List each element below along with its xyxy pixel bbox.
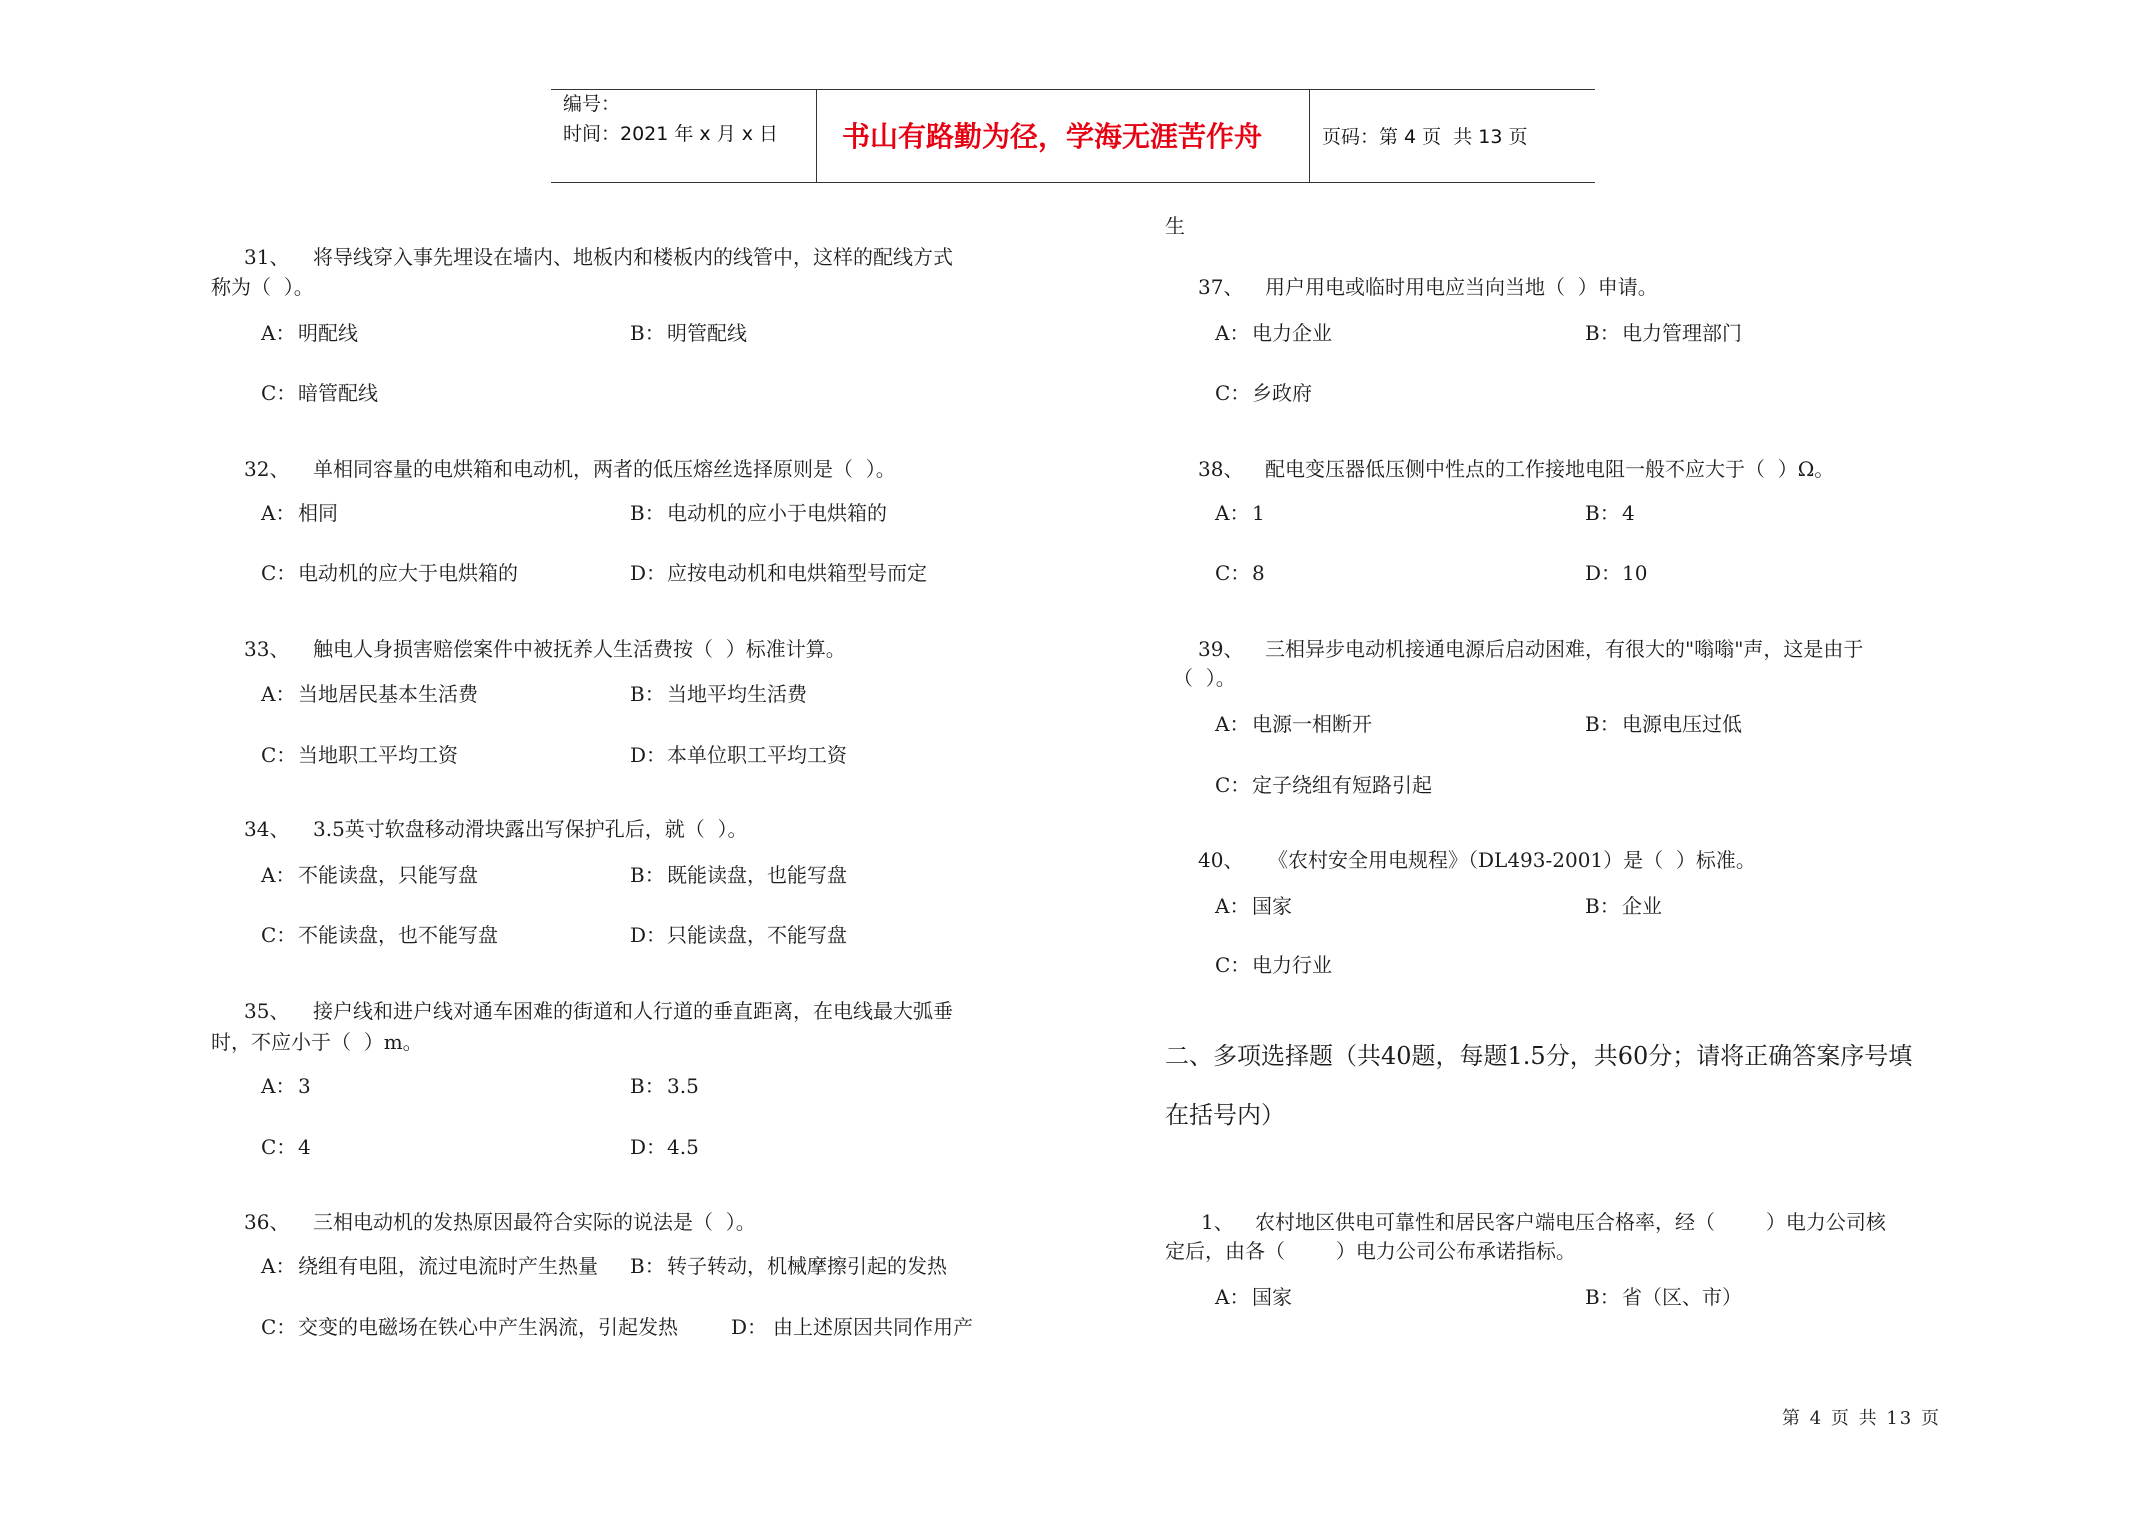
q39-option-b	[1585, 712, 1742, 736]
q36-option-a	[261, 1254, 598, 1278]
q38-option-c	[1215, 561, 1265, 585]
q40-option-c	[1215, 953, 1332, 977]
option-text: 本单位职工平均工资	[667, 743, 847, 767]
q39-stem-line2: （ ）。	[1173, 666, 1236, 690]
q35-option-a	[261, 1074, 311, 1098]
option-label: C：	[1215, 953, 1251, 977]
option-label: A：	[1215, 321, 1250, 345]
footer-page-info: 第 4 页 共 13 页	[1782, 1408, 1941, 1429]
option-label: C：	[261, 561, 297, 585]
q31-option-c	[261, 381, 378, 405]
q32-option-a	[261, 501, 338, 525]
option-text: 3	[298, 1074, 311, 1098]
q38-number: 38、	[1198, 457, 1244, 481]
mq1-stem-line2: 定后，由各（ ）电力公司公布承诺指标。	[1165, 1239, 1576, 1263]
option-text: 只能读盘，不能写盘	[667, 923, 847, 947]
option-label: A：	[261, 1074, 296, 1098]
mq1-option-a	[1215, 1285, 1292, 1309]
q34-stem-line1: 3.5英寸软盘移动滑块露出写保护孔后，就（ ）。	[313, 817, 748, 841]
q31-option-b	[630, 321, 747, 345]
q38-option-a	[1215, 501, 1265, 525]
option-text: 电源一相断开	[1252, 712, 1372, 736]
q39-stem-line1: 三相异步电动机接通电源后启动困难，有很大的"嗡嗡"声，这是由于	[1265, 637, 1864, 661]
option-label: C：	[261, 923, 297, 947]
option-label: D：	[731, 1315, 768, 1339]
option-label: C：	[261, 381, 297, 405]
q39-option-c	[1215, 773, 1432, 797]
option-label: A：	[261, 1254, 296, 1278]
q35-option-b	[630, 1074, 699, 1098]
q34-option-a	[261, 863, 478, 887]
option-label: D：	[1585, 561, 1622, 585]
q32-number: 32、	[244, 457, 290, 481]
q38-stem-line1: 配电变压器低压侧中性点的工作接地电阻一般不应大于（ ）Ω。	[1265, 457, 1835, 481]
option-label: A：	[261, 501, 296, 525]
option-label: A：	[261, 863, 296, 887]
q35-number: 35、	[244, 999, 290, 1023]
option-label: D：	[630, 743, 667, 767]
q33-option-a	[261, 682, 478, 706]
q34-number: 34、	[244, 817, 290, 841]
header-divider-left	[816, 90, 817, 183]
mq1-stem-line1: 农村地区供电可靠性和居民客户端电压合格率，经（ ）电力公司核	[1255, 1210, 1886, 1234]
q33-option-b	[630, 682, 807, 706]
q35-stem-line1: 接户线和进户线对通车困难的街道和人行道的垂直距离，在电线最大弧垂	[313, 999, 953, 1023]
q35-option-d	[630, 1135, 699, 1159]
q31-option-a	[261, 321, 358, 345]
option-text: 不能读盘，只能写盘	[298, 863, 478, 887]
option-label: C：	[261, 1315, 297, 1339]
header-bottom-rule	[551, 182, 1595, 183]
option-label: B：	[1585, 894, 1620, 918]
option-label: B：	[630, 1254, 665, 1278]
section-heading-line2: 在括号内）	[1165, 1101, 1285, 1129]
option-text: 交变的电磁场在铁心中产生涡流，引起发热	[298, 1315, 678, 1339]
option-label: C：	[1215, 773, 1251, 797]
header-time-label: 时间：2021 年 x 月 x 日	[563, 123, 779, 145]
option-text: 电力行业	[1252, 953, 1332, 977]
q40-number: 40、	[1198, 848, 1244, 872]
option-text: 由上述原因共同作用产	[773, 1315, 973, 1339]
q37-number: 37、	[1198, 275, 1244, 299]
q39-option-a	[1215, 712, 1372, 736]
q33-option-c	[261, 743, 458, 767]
q36-option-d	[731, 1315, 973, 1339]
option-text: 转子转动，机械摩擦引起的发热	[667, 1254, 947, 1278]
option-label: A：	[1215, 712, 1250, 736]
q32-stem-line1: 单相同容量的电烘箱和电动机，两者的低压熔丝选择原则是（ ）。	[313, 457, 896, 481]
mq1-number: 1、	[1201, 1210, 1234, 1234]
q32-option-b	[630, 501, 887, 525]
option-text: 4	[298, 1135, 311, 1159]
option-text: 定子绕组有短路引起	[1252, 773, 1432, 797]
q39-number: 39、	[1198, 637, 1244, 661]
q36-option-b	[630, 1254, 947, 1278]
q40-stem-line1: 《农村安全用电规程》（DL493-2001）是（ ）标准。	[1268, 848, 1756, 872]
option-text: 国家	[1252, 894, 1292, 918]
q37-option-b	[1585, 321, 1742, 345]
option-label: B：	[630, 682, 665, 706]
option-text: 当地平均生活费	[667, 682, 807, 706]
q40-option-b	[1585, 894, 1662, 918]
option-text: 明配线	[298, 321, 358, 345]
option-text: 10	[1622, 561, 1648, 585]
option-label: D：	[630, 1135, 667, 1159]
option-text: 暗管配线	[298, 381, 378, 405]
q37-stem-line1: 用户用电或临时用电应当向当地（ ）申请。	[1265, 275, 1658, 299]
header-top-rule	[551, 89, 1595, 90]
option-text: 国家	[1252, 1285, 1292, 1309]
q36-option-d-continuation: 生	[1165, 214, 1185, 238]
q32-option-d	[630, 561, 927, 585]
q32-option-c	[261, 561, 518, 585]
mq1-option-b	[1585, 1285, 1742, 1309]
option-text: 省（区、市）	[1622, 1285, 1742, 1309]
q38-option-b	[1585, 501, 1635, 525]
option-label: B：	[1585, 501, 1620, 525]
option-text: 不能读盘，也不能写盘	[298, 923, 498, 947]
option-text: 4	[1622, 501, 1635, 525]
q36-stem-line1: 三相电动机的发热原因最符合实际的说法是（ ）。	[313, 1210, 756, 1234]
option-text: 电源电压过低	[1622, 712, 1742, 736]
option-label: C：	[261, 1135, 297, 1159]
q37-option-c	[1215, 381, 1312, 405]
option-label: B：	[630, 1074, 665, 1098]
option-text: 乡政府	[1252, 381, 1312, 405]
q34-option-c	[261, 923, 498, 947]
option-text: 3.5	[667, 1074, 699, 1098]
option-label: B：	[630, 863, 665, 887]
option-text: 电力企业	[1252, 321, 1332, 345]
option-text: 4.5	[667, 1135, 699, 1159]
q35-option-c	[261, 1135, 311, 1159]
option-text: 应按电动机和电烘箱型号而定	[667, 561, 927, 585]
header-divider-right	[1309, 90, 1310, 183]
q34-option-b	[630, 863, 847, 887]
option-text: 明管配线	[667, 321, 747, 345]
option-label: B：	[1585, 321, 1620, 345]
option-label: A：	[261, 321, 296, 345]
q40-option-a	[1215, 894, 1292, 918]
option-label: B：	[1585, 712, 1620, 736]
q33-option-d	[630, 743, 847, 767]
q36-option-c	[261, 1315, 678, 1339]
option-label: A：	[1215, 894, 1250, 918]
option-label: A：	[1215, 1285, 1250, 1309]
header-motto: 书山有路勤为径，学海无涯苦作舟	[842, 120, 1263, 153]
q35-stem-line2: 时，不应小于（ ）m。	[211, 1030, 423, 1054]
option-text: 当地职工平均工资	[298, 743, 458, 767]
option-label: B：	[630, 321, 665, 345]
q33-number: 33、	[244, 637, 290, 661]
q34-option-d	[630, 923, 847, 947]
option-label: A：	[1215, 501, 1250, 525]
option-label: D：	[630, 923, 667, 947]
option-text: 企业	[1622, 894, 1662, 918]
option-label: B：	[630, 501, 665, 525]
option-label: D：	[630, 561, 667, 585]
header-number-label: 编号：	[563, 93, 621, 115]
option-text: 电动机的应小于电烘箱的	[667, 501, 887, 525]
header-page-code: 页码：第 4 页 共 13 页	[1322, 126, 1528, 148]
q31-stem-line1: 将导线穿入事先埋设在墙内、地板内和楼板内的线管中，这样的配线方式	[313, 245, 953, 269]
option-label: A：	[261, 682, 296, 706]
option-label: C：	[1215, 561, 1251, 585]
option-text: 绕组有电阻，流过电流时产生热量	[298, 1254, 598, 1278]
q36-number: 36、	[244, 1210, 290, 1234]
q31-number: 31、	[244, 245, 290, 269]
option-text: 电动机的应大于电烘箱的	[298, 561, 518, 585]
option-label: C：	[1215, 381, 1251, 405]
option-text: 当地居民基本生活费	[298, 682, 478, 706]
option-text: 电力管理部门	[1622, 321, 1742, 345]
option-text: 1	[1252, 501, 1265, 525]
q38-option-d	[1585, 561, 1647, 585]
q31-stem-line2: 称为（ ）。	[211, 275, 314, 299]
option-text: 8	[1252, 561, 1265, 585]
q33-stem-line1: 触电人身损害赔偿案件中被抚养人生活费按（ ）标准计算。	[313, 637, 846, 661]
section-heading-line1: 二、多项选择题（共40题，每题1.5分，共60分；请将正确答案序号填	[1165, 1042, 1913, 1070]
option-label: C：	[261, 743, 297, 767]
option-text: 既能读盘，也能写盘	[667, 863, 847, 887]
q37-option-a	[1215, 321, 1332, 345]
option-text: 相同	[298, 501, 338, 525]
option-label: B：	[1585, 1285, 1620, 1309]
